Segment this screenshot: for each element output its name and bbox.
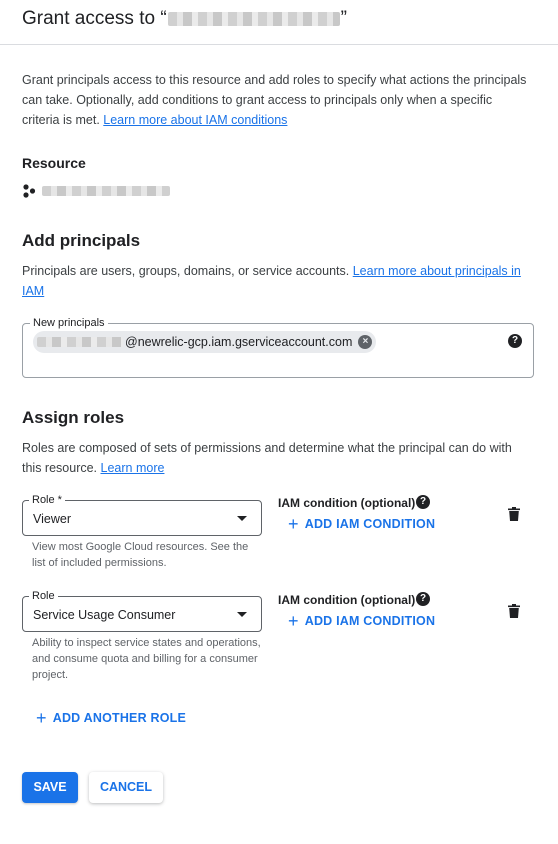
roles-learn-more-link[interactable]: Learn more: [100, 461, 165, 475]
role-value: Viewer: [33, 512, 71, 526]
add-iam-condition-label: ADD IAM CONDITION: [304, 614, 436, 628]
principals-description: [22, 261, 532, 301]
iam-conditions-link[interactable]: Learn more about IAM conditions: [103, 113, 288, 127]
cancel-button[interactable]: CANCEL: [89, 772, 163, 803]
dropdown-arrow-icon: [237, 612, 247, 617]
add-iam-condition-button[interactable]: [288, 514, 436, 534]
iam-condition-label: IAM condition (optional): [278, 593, 416, 607]
resource-heading: Resource: [22, 155, 86, 171]
principals-description-text: Principals are users, groups, domains, or service accounts.: [22, 264, 350, 278]
plus-icon: +: [288, 611, 299, 631]
principals-learn-more-link[interactable]: Learn more about principals in IAM: [22, 264, 521, 298]
remove-chip-icon[interactable]: ×: [358, 335, 372, 349]
help-icon[interactable]: ?: [416, 495, 430, 509]
add-principals-heading: Add principals: [22, 231, 141, 250]
role-value: Service Usage Consumer: [33, 608, 176, 622]
role-hint: Ability to inspect service states and operations, and consume quota and billing for a consumer project.: [32, 637, 261, 681]
dialog-title: [22, 8, 347, 30]
add-iam-condition-label: ADD IAM CONDITION: [304, 517, 436, 531]
delete-icon[interactable]: [508, 604, 520, 618]
new-principals-label: New principals: [30, 317, 108, 329]
plus-icon: +: [288, 514, 299, 534]
iam-condition-label: IAM condition (optional): [278, 496, 416, 510]
redacted-principal-prefix: [37, 337, 123, 347]
role-label: Role: [29, 590, 58, 602]
roles-description-text: Roles are composed of sets of permissions and determine what the principal can do with this resource.: [22, 441, 512, 475]
role-hint: View most Google Cloud resources. See the list of included permissions.: [32, 541, 249, 569]
project-icon: [22, 184, 36, 198]
help-icon[interactable]: ?: [508, 334, 522, 348]
plus-icon: +: [36, 708, 47, 728]
redacted-resource-name: [168, 12, 340, 26]
intro-description: Grant principals access to this resource and add roles to specify what actions the principals can take. Optionally, add conditions to grant access to principals only when a specific criteria is met.: [22, 73, 527, 127]
roles-description: [22, 438, 532, 478]
role-select[interactable]: [22, 494, 262, 536]
new-principals-field[interactable]: [22, 317, 534, 378]
help-icon[interactable]: ?: [416, 592, 430, 606]
principal-chip-text: @newrelic-gcp.iam.gserviceaccount.com: [125, 335, 353, 349]
redacted-resource-id: [42, 186, 170, 196]
principal-chip[interactable]: [33, 331, 376, 353]
add-iam-condition-button[interactable]: [288, 611, 436, 631]
delete-icon[interactable]: [508, 507, 520, 521]
role-select[interactable]: [22, 590, 262, 632]
title-prefix: Grant access to “: [22, 8, 167, 29]
intro-text: [22, 70, 532, 130]
assign-roles-heading: Assign roles: [22, 408, 125, 427]
add-another-role-button[interactable]: [36, 708, 187, 728]
title-suffix: ”: [340, 8, 347, 29]
resource-row: [22, 183, 170, 199]
dropdown-arrow-icon: [237, 516, 247, 521]
dialog-header: [0, 0, 558, 45]
save-button[interactable]: SAVE: [22, 772, 78, 803]
role-label: Role *: [29, 494, 65, 506]
add-another-role-label: ADD ANOTHER ROLE: [52, 711, 187, 725]
